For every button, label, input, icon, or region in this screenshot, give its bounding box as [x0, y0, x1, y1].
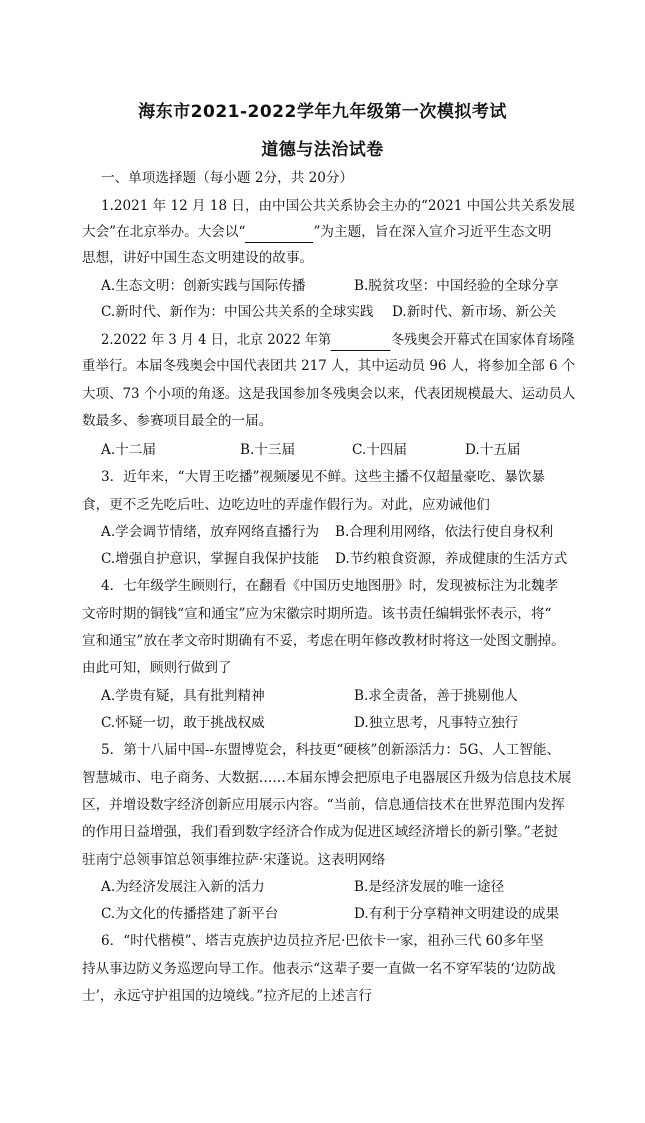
- q6-line-3: 士’，永远守护祖国的边境线。”拉齐尼的上述言行: [82, 988, 372, 1004]
- q1-option-a: A.生态文明：创新实践与国际传播: [101, 278, 306, 294]
- q1-line-3: 思想，讲好中国生态文明建设的故事。: [82, 250, 314, 266]
- q1-answer-blank: [245, 222, 313, 243]
- q5-line-2: 智慧城市、电子商务、大数据……本届东博会把原电子电器展区升级为信息技术展: [82, 770, 572, 786]
- q4-option-a: A.学贵有疑，具有批判精神: [101, 688, 265, 704]
- q4-line-4: 由此可知，顾则行做到了: [82, 660, 232, 676]
- q5-line-4: 的作用日益增强，我们看到数字经济合作成为促进区域经济增长的新引擎。”老挝: [82, 824, 558, 840]
- q1-line-1: 1.2021 年 12 月 18 日，由中国公共关系协会主办的“2021 中国公共关系发展: [101, 198, 575, 214]
- q6-line-1: 6．“时代楷模”、塔吉克族护边员拉齐尼·巴依卡一家，祖孙三代 60多年坚: [101, 933, 544, 949]
- q1-line-2: 大会”在北京举办。大会以“ ”为主题，旨在深入宣介习近平生态文明: [82, 222, 572, 243]
- q2-line-1: 2.2022 年 3 月 4 日，北京 2022 年第 冬残奥会开幕式在国家体育场隆: [101, 330, 556, 351]
- q3-option-c: C.增强自护意识，掌握自我保护技能: [101, 551, 320, 567]
- q5-line-3: 区，并增设数字经济创新应用展示内容。“当前，信息通信技术在世界范围内发挥: [82, 797, 565, 813]
- q2-option-c: C.十四届: [352, 442, 408, 458]
- q4-line-3: 宣和通宝”放在孝文帝时期确有不妥，考虑在明年修改教材时将这一处图文删掉。: [82, 633, 565, 649]
- section-heading: 一、单项选择题（每小题 2分，共 20分）: [101, 170, 354, 186]
- q5-line-1: 5．第十八届中国--东盟博览会，科技更“硬核”创新添活力：5G、人工智能、: [101, 742, 561, 758]
- q6-line-2: 持从事边防义务巡逻向导工作。他表示“这辈子要一直做一名不穿军装的‘边防战: [82, 961, 556, 977]
- exam-subtitle: 道德与法治试卷: [261, 140, 384, 160]
- q3-option-d: D.节约粮食资源，养成健康的生活方式: [335, 551, 568, 567]
- exam-title: 海东市2021-2022学年九年级第一次模拟考试: [138, 102, 507, 122]
- q4-line-2: 文帝时期的铜钱“宣和通宝”应为宋徽宗时期所造。该书责任编辑张怀表示，将“: [82, 606, 552, 622]
- q4-line-1: 4．七年级学生顾则行，在翻看《中国历史地图册》时，发现被标注为北魏孝: [101, 578, 559, 594]
- q2-line-4: 数最多、参赛项目最全的一届。: [82, 413, 273, 429]
- q1-option-c: C.新时代、新作为：中国公共关系的全球实践: [101, 304, 374, 320]
- q1-option-b: B.脱贫攻坚：中国经验的全球分享: [354, 278, 559, 294]
- q3-line-1: 3．近年来，“大胃王吃播”视频屡见不鲜。这些主播不仅超量豪吃、暴饮暴: [101, 469, 545, 485]
- q5-option-c: C.为文化的传播搭建了新平台: [101, 906, 279, 922]
- q2-answer-blank: [331, 330, 391, 351]
- q2-option-a: A.十二届: [101, 442, 156, 458]
- q5-line-5: 驻南宁总领事馆总领事维拉萨·宋蓬说。这表明网络: [82, 852, 386, 868]
- q1-option-d: D.新时代、新市场、新公关: [392, 304, 557, 320]
- q3-option-a: A.学会调节情绪，放弃网络直播行为: [101, 524, 320, 540]
- q2-line-3: 大项、73 个小项的角逐。这是我国参加冬残奥会以来，代表团规模最大、运动员人: [82, 386, 576, 402]
- q5-option-a: A.为经济发展注入新的活力: [101, 879, 265, 895]
- q5-option-b: B.是经济发展的唯一途径: [354, 879, 505, 895]
- q5-option-d: D.有利于分享精神文明建设的成果: [354, 906, 560, 922]
- q2-option-b: B.十三届: [240, 442, 296, 458]
- q2-line-2: 重举行。本届冬残奥会中国代表团共 217 人，其中运动员 96 人，将参加全部 6 个: [82, 358, 576, 374]
- q3-line-2: 食，更不乏先吃后吐、边吃边吐的弄虚作假行为。对此，应劝诫他们: [82, 497, 490, 513]
- q4-option-b: B.求全责备，善于挑剔他人: [354, 688, 518, 704]
- q2-option-d: D.十五届: [465, 442, 521, 458]
- q4-option-d: D.独立思考，凡事特立独行: [354, 715, 519, 731]
- q3-option-b: B.合理利用网络，依法行使自身权利: [335, 524, 554, 540]
- q4-option-c: C.怀疑一切，敢于挑战权威: [101, 715, 265, 731]
